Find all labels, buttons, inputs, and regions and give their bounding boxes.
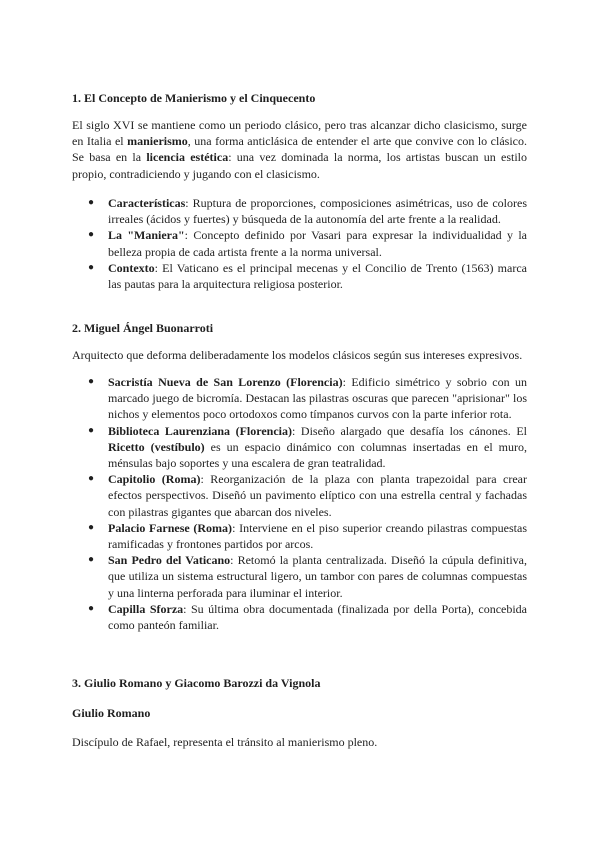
- bullet-icon: ●: [88, 473, 95, 485]
- bullet-item: [72, 374, 527, 423]
- intro-text: El siglo XVI se mantiene como un periodo clásico, pero tras alcanzar dicho clasicismo, surge en Italia el: [72, 118, 527, 149]
- bullet-icon: ●: [88, 376, 95, 387]
- section-1-intro: [72, 117, 527, 182]
- bullet-item: [72, 195, 527, 227]
- bullet-item: [72, 260, 527, 292]
- bullet-term: Palacio Farnese (Roma): [108, 520, 233, 535]
- bullet-term: La "Maniera": [108, 228, 185, 243]
- bullet-term: Capitolio (Roma): [108, 472, 201, 487]
- bullet-text: : Ruptura de proporciones, composiciones asimétricas, uso de colores irreales (ácidos y fuertes) y búsqueda de la autonomía del arte frente a la realidad.: [108, 196, 527, 227]
- bullet-term: Sacristía Nueva de San Lorenzo (Florencia): [108, 375, 343, 389]
- bullet-text: : El Vaticano es el principal mecenas y el Concilio de Trento (1563) marca las pautas para la arquitectura religiosa posterior.: [108, 260, 527, 292]
- bullet-icon: ●: [88, 261, 95, 273]
- bullet-item: [72, 471, 527, 520]
- bullet-term: Capilla Sforza: [108, 601, 184, 616]
- bullet-item: [72, 601, 527, 633]
- bullet-text: : Diseño alargado que desafía los cánones. El: [292, 423, 528, 438]
- bullet-text: : Retomó la planta centralizada. Diseñó la cúpula definitiva, que utiliza un sistema estructural ligero, un tambor con pares de columnas compuestas y una linterna perforada para iluminar el interior.: [108, 553, 527, 600]
- bullet-term: Ricetto (vestíbulo): [108, 439, 205, 454]
- bullet-icon: ●: [88, 602, 95, 614]
- bullet-item: [72, 227, 527, 259]
- subsection-heading: Giulio Romano: [72, 706, 151, 720]
- bullet-term: Características: [108, 196, 186, 210]
- bullet-text: : Reorganización de la plaza con planta trapezoidal para crear efectos perspectivos. Diseñó un pavimento elíptico con una estrella central y fachadas con pilastras gigantes que abarcan dos niveles.: [108, 472, 527, 519]
- bullet-text: : Edificio simétrico y sobrio con un marcado juego de bicromía. Destacan las pilastras oscuras que parecen "aprisionar" los nichos y elementos poco ortodoxos como tímpanos curvos con la parte inferior rota.: [108, 375, 527, 422]
- bullet-term: San Pedro del Vaticano: [108, 553, 231, 568]
- bullet-icon: ●: [88, 229, 95, 241]
- bullet-icon: ●: [88, 521, 95, 533]
- section-2-intro: Arquitecto que deforma deliberadamente los modelos clásicos según sus intereses expresivos.: [72, 348, 523, 362]
- bullet-item: [72, 520, 527, 552]
- bullet-term: Contexto: [108, 260, 155, 275]
- bullet-text: : Concepto definido por Vasari para expresar la individualidad y la belleza propia de cada artista frente a la norma universal.: [108, 228, 527, 259]
- section-3-intro: Discípulo de Rafael, representa el tránsito al manierismo pleno.: [72, 735, 378, 749]
- bullet-icon: ●: [88, 197, 95, 208]
- bullet-text: : Su última obra documentada (finalizada por della Porta), concebida como panteón familiar.: [108, 601, 528, 633]
- bullet-item: [72, 552, 527, 601]
- intro-text: , una forma anticlásica de entender el arte que convive con lo clásico. Se basa en la: [72, 134, 527, 165]
- intro-bold-term: manierismo: [127, 134, 188, 149]
- bullet-icon: ●: [88, 554, 95, 566]
- bullet-text: : Interviene en el piso superior creando pilastras compuestas ramificadas y frontones partidos por arcos.: [108, 520, 527, 552]
- section-2-bullet-list: [72, 374, 527, 633]
- section-1-bullet-list: [72, 195, 527, 292]
- section-heading-3: 3. Giulio Romano y Giacomo Barozzi da Vignola: [72, 676, 321, 690]
- section-heading-2: 2. Miguel Ángel Buonarroti: [72, 321, 214, 335]
- bullet-item: [72, 423, 527, 472]
- section-heading-1: 1. El Concepto de Manierismo y el Cinquecento: [72, 91, 316, 105]
- intro-bold-term: licencia estética: [146, 150, 229, 165]
- intro-text: : una vez dominada la norma, los artistas buscan un estilo propio, contradiciendo y jugando con el clasicismo.: [72, 150, 528, 181]
- bullet-text: es un espacio dinámico con columnas insertadas en el muro, ménsulas bajo soportes y una escalera de gran teatralidad.: [108, 439, 527, 471]
- bullet-icon: ●: [88, 424, 95, 436]
- bullet-term: Biblioteca Laurenziana (Florencia): [108, 423, 293, 438]
